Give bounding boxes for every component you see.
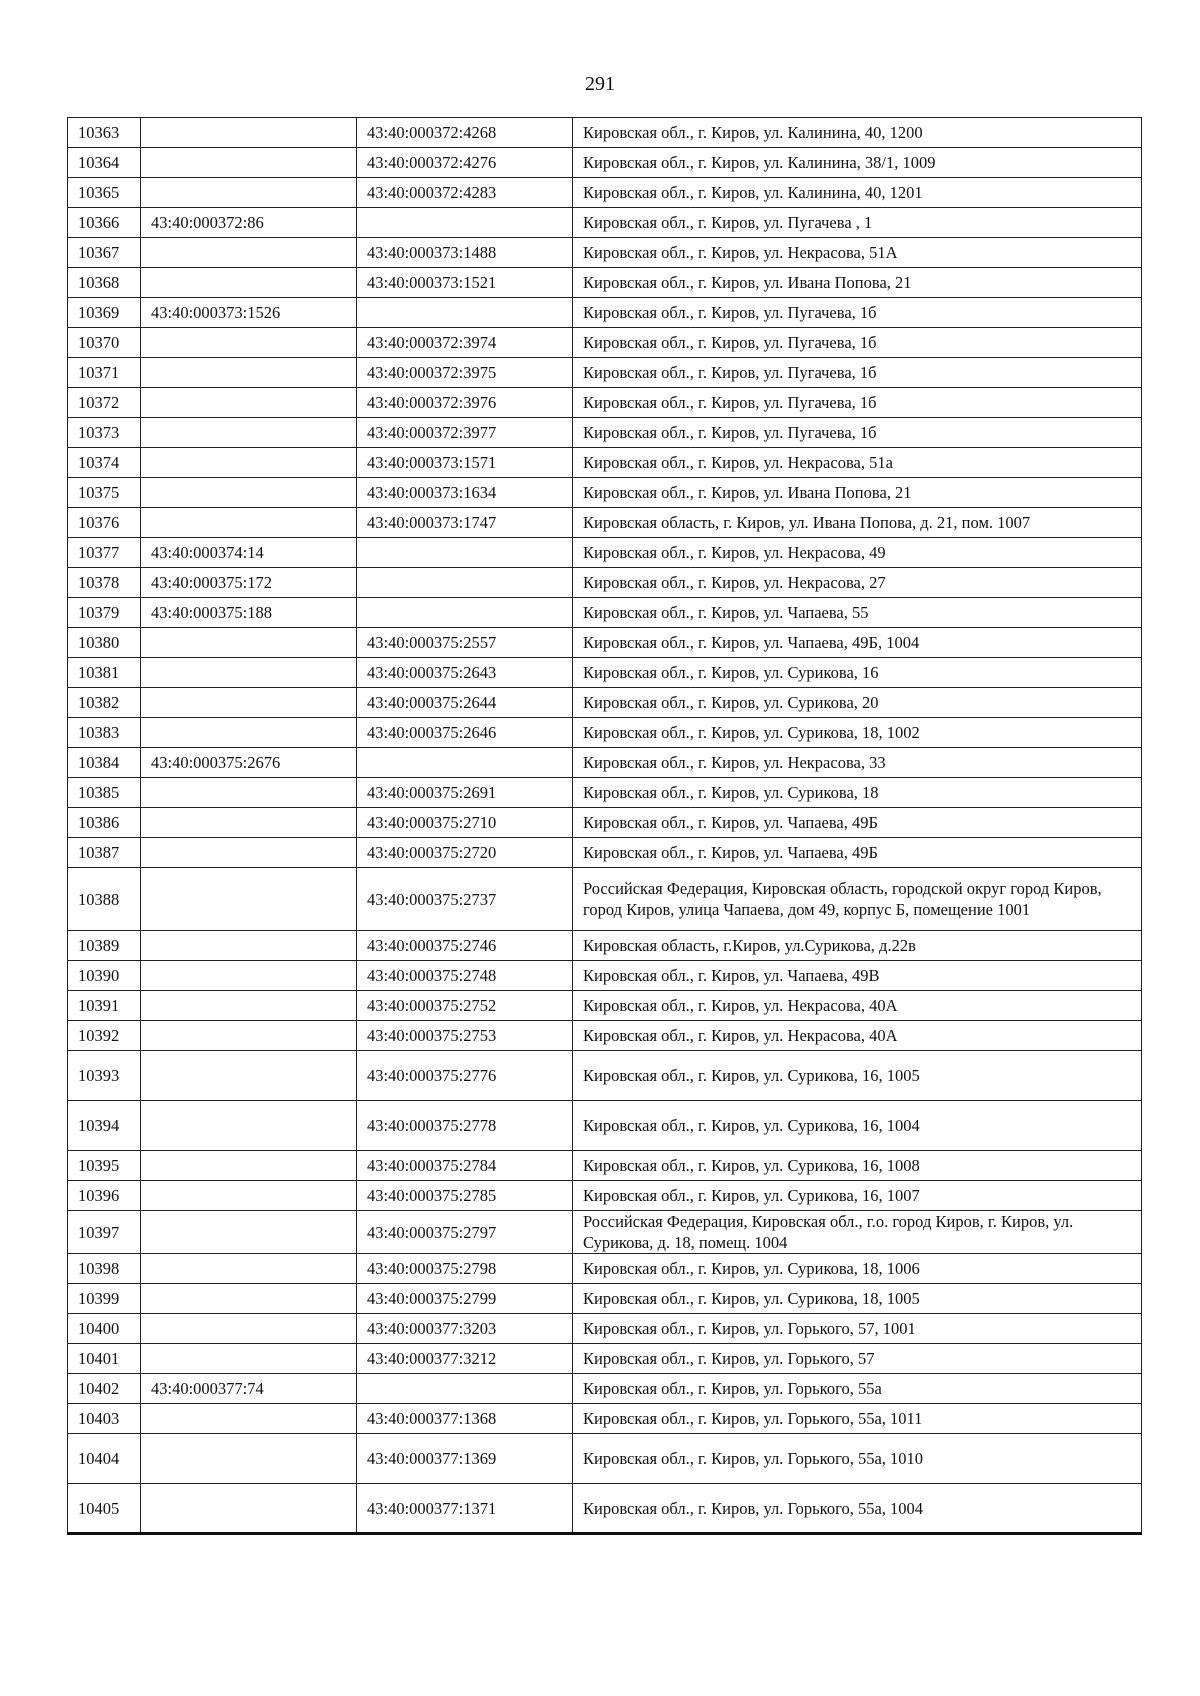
table-row xyxy=(68,1484,1142,1534)
table-row xyxy=(68,268,1142,298)
table-row xyxy=(68,238,1142,268)
row-number-cell: 10365 xyxy=(68,178,141,208)
object-cadastral-number-cell: 43:40:000375:2752 xyxy=(357,991,573,1021)
table-row xyxy=(68,508,1142,538)
address-cell: Кировская обл., г. Киров, ул. Горького, 55а xyxy=(573,1374,1142,1404)
land-cadastral-number-cell: 43:40:000373:1526 xyxy=(141,298,357,328)
land-cadastral-number-cell xyxy=(141,1051,357,1101)
row-number-cell: 10381 xyxy=(68,658,141,688)
row-number-cell: 10380 xyxy=(68,628,141,658)
row-number-cell: 10386 xyxy=(68,808,141,838)
table-row xyxy=(68,388,1142,418)
object-cadastral-number-cell xyxy=(357,298,573,328)
row-number-cell: 10383 xyxy=(68,718,141,748)
address-cell: Кировская обл., г. Киров, ул. Калинина, 40, 1200 xyxy=(573,118,1142,148)
object-cadastral-number-cell: 43:40:000372:3974 xyxy=(357,328,573,358)
land-cadastral-number-cell xyxy=(141,868,357,931)
address-cell: Кировская обл., г. Киров, ул. Чапаева, 55 xyxy=(573,598,1142,628)
address-cell: Кировская обл., г. Киров, ул. Ивана Попова, 21 xyxy=(573,268,1142,298)
land-cadastral-number-cell xyxy=(141,808,357,838)
object-cadastral-number-cell: 43:40:000375:2785 xyxy=(357,1181,573,1211)
object-cadastral-number-cell: 43:40:000375:2798 xyxy=(357,1254,573,1284)
table-row xyxy=(68,1211,1142,1254)
row-number-cell: 10388 xyxy=(68,868,141,931)
row-number-cell: 10387 xyxy=(68,838,141,868)
table-row xyxy=(68,1434,1142,1484)
land-cadastral-number-cell: 43:40:000375:188 xyxy=(141,598,357,628)
object-cadastral-number-cell: 43:40:000373:1571 xyxy=(357,448,573,478)
object-cadastral-number-cell: 43:40:000375:2646 xyxy=(357,718,573,748)
row-number-cell: 10393 xyxy=(68,1051,141,1101)
table-row xyxy=(68,598,1142,628)
table-row xyxy=(68,838,1142,868)
object-cadastral-number-cell: 43:40:000373:1488 xyxy=(357,238,573,268)
address-cell: Кировская обл., г. Киров, ул. Сурикова, 16, 1007 xyxy=(573,1181,1142,1211)
row-number-cell: 10390 xyxy=(68,961,141,991)
object-cadastral-number-cell: 43:40:000372:4276 xyxy=(357,148,573,178)
object-cadastral-number-cell: 43:40:000377:3212 xyxy=(357,1344,573,1374)
land-cadastral-number-cell xyxy=(141,448,357,478)
object-cadastral-number-cell xyxy=(357,748,573,778)
table-row xyxy=(68,1051,1142,1101)
object-cadastral-number-cell: 43:40:000375:2776 xyxy=(357,1051,573,1101)
row-number-cell: 10394 xyxy=(68,1101,141,1151)
address-cell: Кировская обл., г. Киров, ул. Сурикова, 16, 1008 xyxy=(573,1151,1142,1181)
land-cadastral-number-cell xyxy=(141,1284,357,1314)
row-number-cell: 10397 xyxy=(68,1211,141,1254)
object-cadastral-number-cell xyxy=(357,598,573,628)
table-row xyxy=(68,568,1142,598)
row-number-cell: 10384 xyxy=(68,748,141,778)
object-cadastral-number-cell: 43:40:000373:1747 xyxy=(357,508,573,538)
table-row xyxy=(68,748,1142,778)
address-cell: Кировская область, г. Киров, ул. Ивана Попова, д. 21, пом. 1007 xyxy=(573,508,1142,538)
table-row xyxy=(68,538,1142,568)
row-number-cell: 10400 xyxy=(68,1314,141,1344)
address-cell: Кировская обл., г. Киров, ул. Некрасова, 40А xyxy=(573,991,1142,1021)
registry-table xyxy=(67,117,1142,1535)
object-cadastral-number-cell: 43:40:000377:3203 xyxy=(357,1314,573,1344)
object-cadastral-number-cell: 43:40:000377:1369 xyxy=(357,1434,573,1484)
land-cadastral-number-cell xyxy=(141,961,357,991)
land-cadastral-number-cell xyxy=(141,1101,357,1151)
land-cadastral-number-cell xyxy=(141,1151,357,1181)
address-cell: Кировская обл., г. Киров, ул. Пугачева, 1б xyxy=(573,298,1142,328)
table-row xyxy=(68,991,1142,1021)
land-cadastral-number-cell xyxy=(141,478,357,508)
land-cadastral-number-cell xyxy=(141,418,357,448)
table-row xyxy=(68,1284,1142,1314)
address-cell: Кировская обл., г. Киров, ул. Калинина, 38/1, 1009 xyxy=(573,148,1142,178)
table-row xyxy=(68,1404,1142,1434)
land-cadastral-number-cell xyxy=(141,688,357,718)
row-number-cell: 10396 xyxy=(68,1181,141,1211)
address-cell: Кировская обл., г. Киров, ул. Некрасова, 51а xyxy=(573,448,1142,478)
table-row xyxy=(68,778,1142,808)
address-cell: Кировская обл., г. Киров, ул. Сурикова, 18, 1005 xyxy=(573,1284,1142,1314)
object-cadastral-number-cell: 43:40:000375:2746 xyxy=(357,931,573,961)
object-cadastral-number-cell: 43:40:000375:2557 xyxy=(357,628,573,658)
row-number-cell: 10402 xyxy=(68,1374,141,1404)
object-cadastral-number-cell: 43:40:000372:4268 xyxy=(357,118,573,148)
row-number-cell: 10376 xyxy=(68,508,141,538)
address-cell: Кировская обл., г. Киров, ул. Некрасова, 51А xyxy=(573,238,1142,268)
address-cell: Кировская обл., г. Киров, ул. Пугачева, 1б xyxy=(573,418,1142,448)
object-cadastral-number-cell xyxy=(357,208,573,238)
object-cadastral-number-cell: 43:40:000377:1371 xyxy=(357,1484,573,1534)
table-row xyxy=(68,1344,1142,1374)
object-cadastral-number-cell: 43:40:000375:2691 xyxy=(357,778,573,808)
object-cadastral-number-cell: 43:40:000375:2753 xyxy=(357,1021,573,1051)
table-row xyxy=(68,298,1142,328)
table-row xyxy=(68,931,1142,961)
object-cadastral-number-cell: 43:40:000375:2643 xyxy=(357,658,573,688)
row-number-cell: 10398 xyxy=(68,1254,141,1284)
address-cell: Кировская обл., г. Киров, ул. Горького, 55а, 1004 xyxy=(573,1484,1142,1534)
address-cell: Кировская обл., г. Киров, ул. Некрасова, 33 xyxy=(573,748,1142,778)
address-cell: Кировская обл., г. Киров, ул. Горького, 55а, 1011 xyxy=(573,1404,1142,1434)
address-cell: Кировская обл., г. Киров, ул. Горького, 57, 1001 xyxy=(573,1314,1142,1344)
row-number-cell: 10385 xyxy=(68,778,141,808)
table-row xyxy=(68,718,1142,748)
land-cadastral-number-cell xyxy=(141,1434,357,1484)
object-cadastral-number-cell: 43:40:000375:2799 xyxy=(357,1284,573,1314)
address-cell: Кировская обл., г. Киров, ул. Пугачева, 1б xyxy=(573,358,1142,388)
land-cadastral-number-cell xyxy=(141,838,357,868)
object-cadastral-number-cell xyxy=(357,568,573,598)
row-number-cell: 10404 xyxy=(68,1434,141,1484)
table-row xyxy=(68,328,1142,358)
row-number-cell: 10382 xyxy=(68,688,141,718)
table-row xyxy=(68,1374,1142,1404)
row-number-cell: 10370 xyxy=(68,328,141,358)
row-number-cell: 10368 xyxy=(68,268,141,298)
address-cell: Кировская обл., г. Киров, ул. Горького, 55а, 1010 xyxy=(573,1434,1142,1484)
table-row xyxy=(68,418,1142,448)
table-row xyxy=(68,868,1142,931)
address-cell: Кировская обл., г. Киров, ул. Некрасова, 27 xyxy=(573,568,1142,598)
table-row xyxy=(68,808,1142,838)
row-number-cell: 10377 xyxy=(68,538,141,568)
address-cell: Кировская обл., г. Киров, ул. Некрасова, 40А xyxy=(573,1021,1142,1051)
table-row xyxy=(68,478,1142,508)
land-cadastral-number-cell xyxy=(141,778,357,808)
table-row xyxy=(68,1151,1142,1181)
object-cadastral-number-cell: 43:40:000372:3976 xyxy=(357,388,573,418)
table-row xyxy=(68,658,1142,688)
object-cadastral-number-cell: 43:40:000375:2748 xyxy=(357,961,573,991)
row-number-cell: 10395 xyxy=(68,1151,141,1181)
address-cell: Кировская обл., г. Киров, ул. Пугачева , 1 xyxy=(573,208,1142,238)
table-row xyxy=(68,148,1142,178)
row-number-cell: 10366 xyxy=(68,208,141,238)
land-cadastral-number-cell xyxy=(141,1181,357,1211)
table-row xyxy=(68,1254,1142,1284)
table-row xyxy=(68,1314,1142,1344)
object-cadastral-number-cell: 43:40:000377:1368 xyxy=(357,1404,573,1434)
address-cell: Кировская обл., г. Киров, ул. Чапаева, 49Б xyxy=(573,808,1142,838)
address-cell: Кировская обл., г. Киров, ул. Сурикова, 18, 1002 xyxy=(573,718,1142,748)
land-cadastral-number-cell xyxy=(141,388,357,418)
address-cell: Кировская обл., г. Киров, ул. Сурикова, 16 xyxy=(573,658,1142,688)
object-cadastral-number-cell: 43:40:000375:2644 xyxy=(357,688,573,718)
land-cadastral-number-cell xyxy=(141,1484,357,1534)
row-number-cell: 10399 xyxy=(68,1284,141,1314)
row-number-cell: 10374 xyxy=(68,448,141,478)
land-cadastral-number-cell xyxy=(141,508,357,538)
object-cadastral-number-cell xyxy=(357,1374,573,1404)
land-cadastral-number-cell xyxy=(141,931,357,961)
row-number-cell: 10379 xyxy=(68,598,141,628)
row-number-cell: 10401 xyxy=(68,1344,141,1374)
row-number-cell: 10363 xyxy=(68,118,141,148)
land-cadastral-number-cell xyxy=(141,148,357,178)
land-cadastral-number-cell xyxy=(141,628,357,658)
row-number-cell: 10389 xyxy=(68,931,141,961)
address-cell: Кировская обл., г. Киров, ул. Ивана Попова, 21 xyxy=(573,478,1142,508)
land-cadastral-number-cell xyxy=(141,1404,357,1434)
land-cadastral-number-cell xyxy=(141,1344,357,1374)
address-cell: Российская Федерация, Кировская область, городской округ город Киров, город Киров, улица Чапаева, дом 49, корпус Б, помещение 1001 xyxy=(573,868,1142,931)
table-row xyxy=(68,628,1142,658)
land-cadastral-number-cell xyxy=(141,658,357,688)
land-cadastral-number-cell xyxy=(141,178,357,208)
object-cadastral-number-cell: 43:40:000372:4283 xyxy=(357,178,573,208)
address-cell: Российская Федерация, Кировская обл., г.о. город Киров, г. Киров, ул. Сурикова, д. 18, помещ. 1004 xyxy=(573,1211,1142,1254)
object-cadastral-number-cell: 43:40:000375:2720 xyxy=(357,838,573,868)
land-cadastral-number-cell xyxy=(141,1021,357,1051)
row-number-cell: 10364 xyxy=(68,148,141,178)
land-cadastral-number-cell xyxy=(141,1254,357,1284)
object-cadastral-number-cell: 43:40:000375:2784 xyxy=(357,1151,573,1181)
land-cadastral-number-cell: 43:40:000375:172 xyxy=(141,568,357,598)
object-cadastral-number-cell: 43:40:000375:2710 xyxy=(357,808,573,838)
row-number-cell: 10367 xyxy=(68,238,141,268)
land-cadastral-number-cell xyxy=(141,238,357,268)
row-number-cell: 10369 xyxy=(68,298,141,328)
table-row xyxy=(68,448,1142,478)
object-cadastral-number-cell: 43:40:000373:1634 xyxy=(357,478,573,508)
table-row xyxy=(68,1181,1142,1211)
registry-table-body xyxy=(68,118,1142,1534)
land-cadastral-number-cell: 43:40:000374:14 xyxy=(141,538,357,568)
land-cadastral-number-cell: 43:40:000375:2676 xyxy=(141,748,357,778)
object-cadastral-number-cell: 43:40:000375:2737 xyxy=(357,868,573,931)
table-row xyxy=(68,1101,1142,1151)
address-cell: Кировская обл., г. Киров, ул. Сурикова, 16, 1004 xyxy=(573,1101,1142,1151)
table-row xyxy=(68,208,1142,238)
row-number-cell: 10375 xyxy=(68,478,141,508)
address-cell: Кировская обл., г. Киров, ул. Чапаева, 49В xyxy=(573,961,1142,991)
row-number-cell: 10378 xyxy=(68,568,141,598)
land-cadastral-number-cell xyxy=(141,268,357,298)
address-cell: Кировская обл., г. Киров, ул. Чапаева, 49Б, 1004 xyxy=(573,628,1142,658)
row-number-cell: 10405 xyxy=(68,1484,141,1534)
row-number-cell: 10373 xyxy=(68,418,141,448)
table-row xyxy=(68,688,1142,718)
table-row xyxy=(68,178,1142,208)
address-cell: Кировская обл., г. Киров, ул. Горького, 57 xyxy=(573,1344,1142,1374)
land-cadastral-number-cell xyxy=(141,1211,357,1254)
row-number-cell: 10371 xyxy=(68,358,141,388)
land-cadastral-number-cell: 43:40:000372:86 xyxy=(141,208,357,238)
address-cell: Кировская обл., г. Киров, ул. Пугачева, 1б xyxy=(573,328,1142,358)
row-number-cell: 10403 xyxy=(68,1404,141,1434)
address-cell: Кировская обл., г. Киров, ул. Сурикова, 18 xyxy=(573,778,1142,808)
land-cadastral-number-cell xyxy=(141,358,357,388)
land-cadastral-number-cell: 43:40:000377:74 xyxy=(141,1374,357,1404)
object-cadastral-number-cell: 43:40:000372:3975 xyxy=(357,358,573,388)
land-cadastral-number-cell xyxy=(141,1314,357,1344)
table-row xyxy=(68,118,1142,148)
table-row xyxy=(68,1021,1142,1051)
object-cadastral-number-cell: 43:40:000373:1521 xyxy=(357,268,573,298)
row-number-cell: 10372 xyxy=(68,388,141,418)
land-cadastral-number-cell xyxy=(141,118,357,148)
address-cell: Кировская обл., г. Киров, ул. Калинина, 40, 1201 xyxy=(573,178,1142,208)
address-cell: Кировская обл., г. Киров, ул. Сурикова, 18, 1006 xyxy=(573,1254,1142,1284)
land-cadastral-number-cell xyxy=(141,328,357,358)
object-cadastral-number-cell: 43:40:000375:2778 xyxy=(357,1101,573,1151)
object-cadastral-number-cell: 43:40:000375:2797 xyxy=(357,1211,573,1254)
address-cell: Кировская обл., г. Киров, ул. Чапаева, 49Б xyxy=(573,838,1142,868)
land-cadastral-number-cell xyxy=(141,991,357,1021)
address-cell: Кировская обл., г. Киров, ул. Сурикова, 16, 1005 xyxy=(573,1051,1142,1101)
address-cell: Кировская обл., г. Киров, ул. Сурикова, 20 xyxy=(573,688,1142,718)
table-row xyxy=(68,961,1142,991)
table-row xyxy=(68,358,1142,388)
address-cell: Кировская область, г.Киров, ул.Сурикова, д.22в xyxy=(573,931,1142,961)
object-cadastral-number-cell xyxy=(357,538,573,568)
page-number: 291 xyxy=(585,73,615,95)
land-cadastral-number-cell xyxy=(141,718,357,748)
object-cadastral-number-cell: 43:40:000372:3977 xyxy=(357,418,573,448)
row-number-cell: 10391 xyxy=(68,991,141,1021)
row-number-cell: 10392 xyxy=(68,1021,141,1051)
address-cell: Кировская обл., г. Киров, ул. Пугачева, 1б xyxy=(573,388,1142,418)
address-cell: Кировская обл., г. Киров, ул. Некрасова, 49 xyxy=(573,538,1142,568)
